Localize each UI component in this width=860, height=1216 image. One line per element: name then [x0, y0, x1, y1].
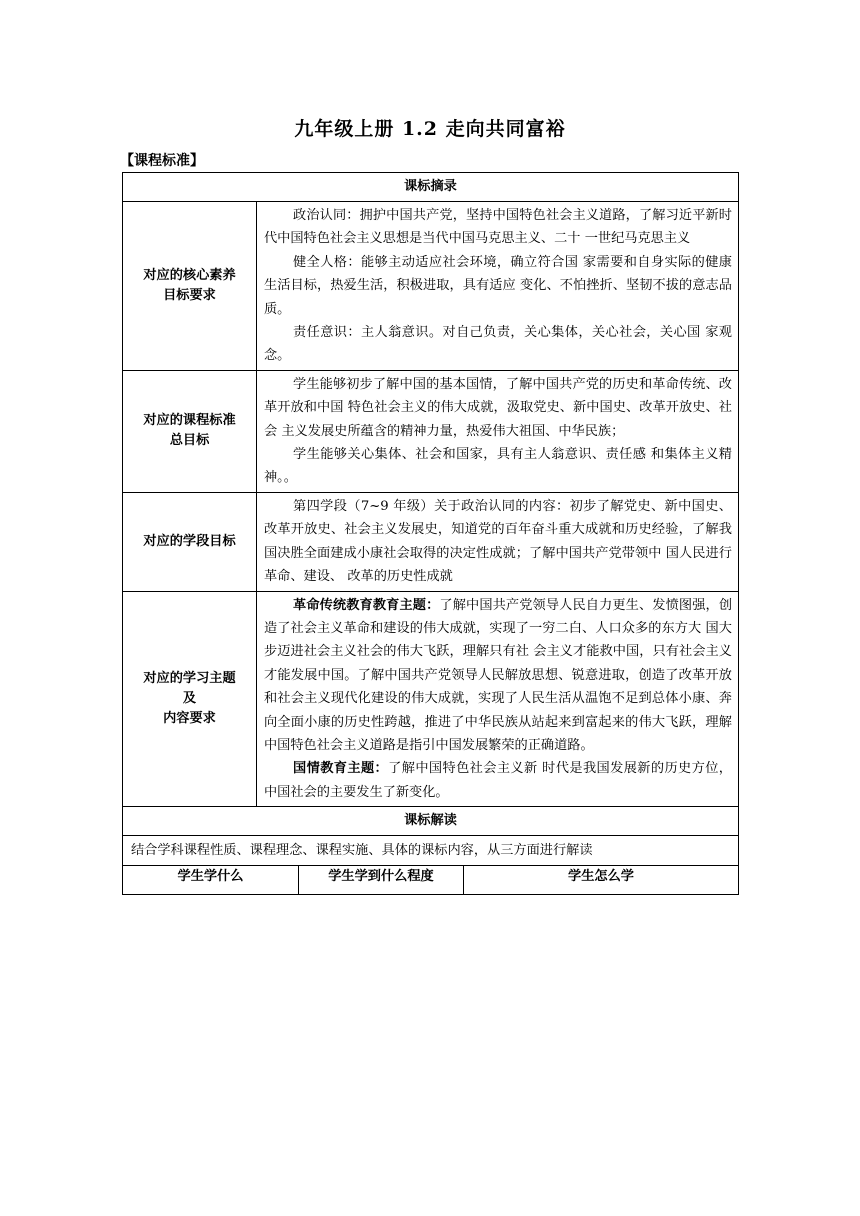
- column-header: 学生学到什么程度: [299, 866, 464, 895]
- column-header: 学生怎么学: [464, 866, 739, 895]
- topic-text: 了解中国共产党领导人民自力更生、发愤图强，创造了社会主义革命和建设的伟大成就，实现了一穷二白、人口众多的东方大 国大步迈进社会主义社会的伟大飞跃，理解只有社 会主义才能救中国，只有社会主义才能发展中国。了解中国共产党领导人民解放思想、锐意进取，创造了改革开放和社会主义现代化建设的伟大成就，实现了人民生活从温饱不足到总体小康、奔向全面小康的历史性跨越，推进了中华民族从站起来到富起来的伟大飞跃，理解中国特色社会主义道路是指引中国发展繁荣的正确道路。: [264, 597, 733, 753]
- page-title: 九年级上册 1.2 走向共同富裕: [294, 118, 566, 140]
- content-paragraph: [264, 594, 732, 758]
- row-label-line: 对应的核心素养: [143, 267, 236, 283]
- section-label: 【课程标准】: [120, 153, 204, 169]
- row-label-line: 对应的学习主题: [143, 670, 236, 686]
- column-header-row: [123, 866, 739, 895]
- interpretation-note-row: [123, 836, 739, 866]
- column-header: 学生学什么: [123, 866, 299, 895]
- row-content: [257, 202, 739, 371]
- row-content: [257, 591, 739, 807]
- row-label: [123, 370, 257, 492]
- row-label-line: 内容要求: [163, 710, 216, 726]
- row-label-line: 对应的学段目标: [143, 533, 236, 549]
- curriculum-standard-table: [122, 172, 739, 895]
- content-paragraph: 第四学段（7~9 年级）关于政治认同的内容：初步了解党史、新中国史、改革开放史、社会主义发展史，知道党的百年奋斗重大成就和历史经验，了解我国决胜全面建成小康社会取得的决定性成就；了解中国共产党带领中 国人民进行革命、建设、 改革的历史性成就: [264, 498, 732, 585]
- topic-heading: 国情教育主题：: [293, 761, 389, 777]
- row-label-line: 总目标: [169, 433, 210, 449]
- interpretation-note: 结合学科课程性质、课程理念、课程实施、具体的课标内容，从三方面进行解读: [123, 836, 739, 866]
- content-paragraph: 学生能够关心集体、社会和国家，具有主人翁意识、责任感 和集体主义精神。。: [264, 447, 732, 486]
- content-paragraph: [264, 757, 732, 804]
- interpretation-header-row: [123, 807, 739, 836]
- row-label: [123, 591, 257, 807]
- topic-text: 了解中国特色社会主义新 时代是我国发展新的历史方位，中国社会的主要发生了新变化。: [264, 761, 732, 800]
- table-row: [123, 370, 739, 492]
- content-paragraph: 政治认同：拥护中国共产党，坚持中国特色社会主义道路，了解习近平新时代中国特色社会主义思想是当代中国马克思主义、二十 一世纪马克思主义: [264, 208, 732, 247]
- excerpt-header-row: [123, 173, 739, 202]
- topic-heading: 革命传统教育教育主题：: [293, 597, 440, 613]
- row-content: [257, 370, 739, 492]
- row-label: [123, 492, 257, 591]
- row-label: [123, 202, 257, 371]
- row-label-line: 对应的课程标准: [143, 413, 236, 429]
- row-content: [257, 492, 739, 591]
- content-paragraph: 责任意识：主人翁意识。对自己负责，关心集体，关心社会，关心国 家观念。: [264, 325, 732, 364]
- excerpt-header: 课标摘录: [123, 173, 739, 202]
- content-paragraph: 健全人格：能够主动适应社会环境，确立符合国 家需要和自身实际的健康生活目标，热爱生活，积极进取，具有适应 变化、不怕挫折、坚韧不拔的意志品质。: [264, 254, 732, 317]
- table-row: [123, 591, 739, 807]
- row-label-line: 及: [182, 690, 197, 706]
- interpretation-header: 课标解读: [123, 807, 739, 836]
- content-paragraph: 学生能够初步了解中国的基本国情，了解中国共产党的历史和革命传统、改革开放和中国 特色社会主义的伟大成就，汲取党史、新中国史、改革开放史、社会 主义发展史所蕴含的精神力量，热爱伟大祖国、中华民族；: [264, 376, 732, 439]
- table-row: [123, 202, 739, 371]
- table-row: [123, 492, 739, 591]
- row-label-line: 目标要求: [163, 287, 216, 303]
